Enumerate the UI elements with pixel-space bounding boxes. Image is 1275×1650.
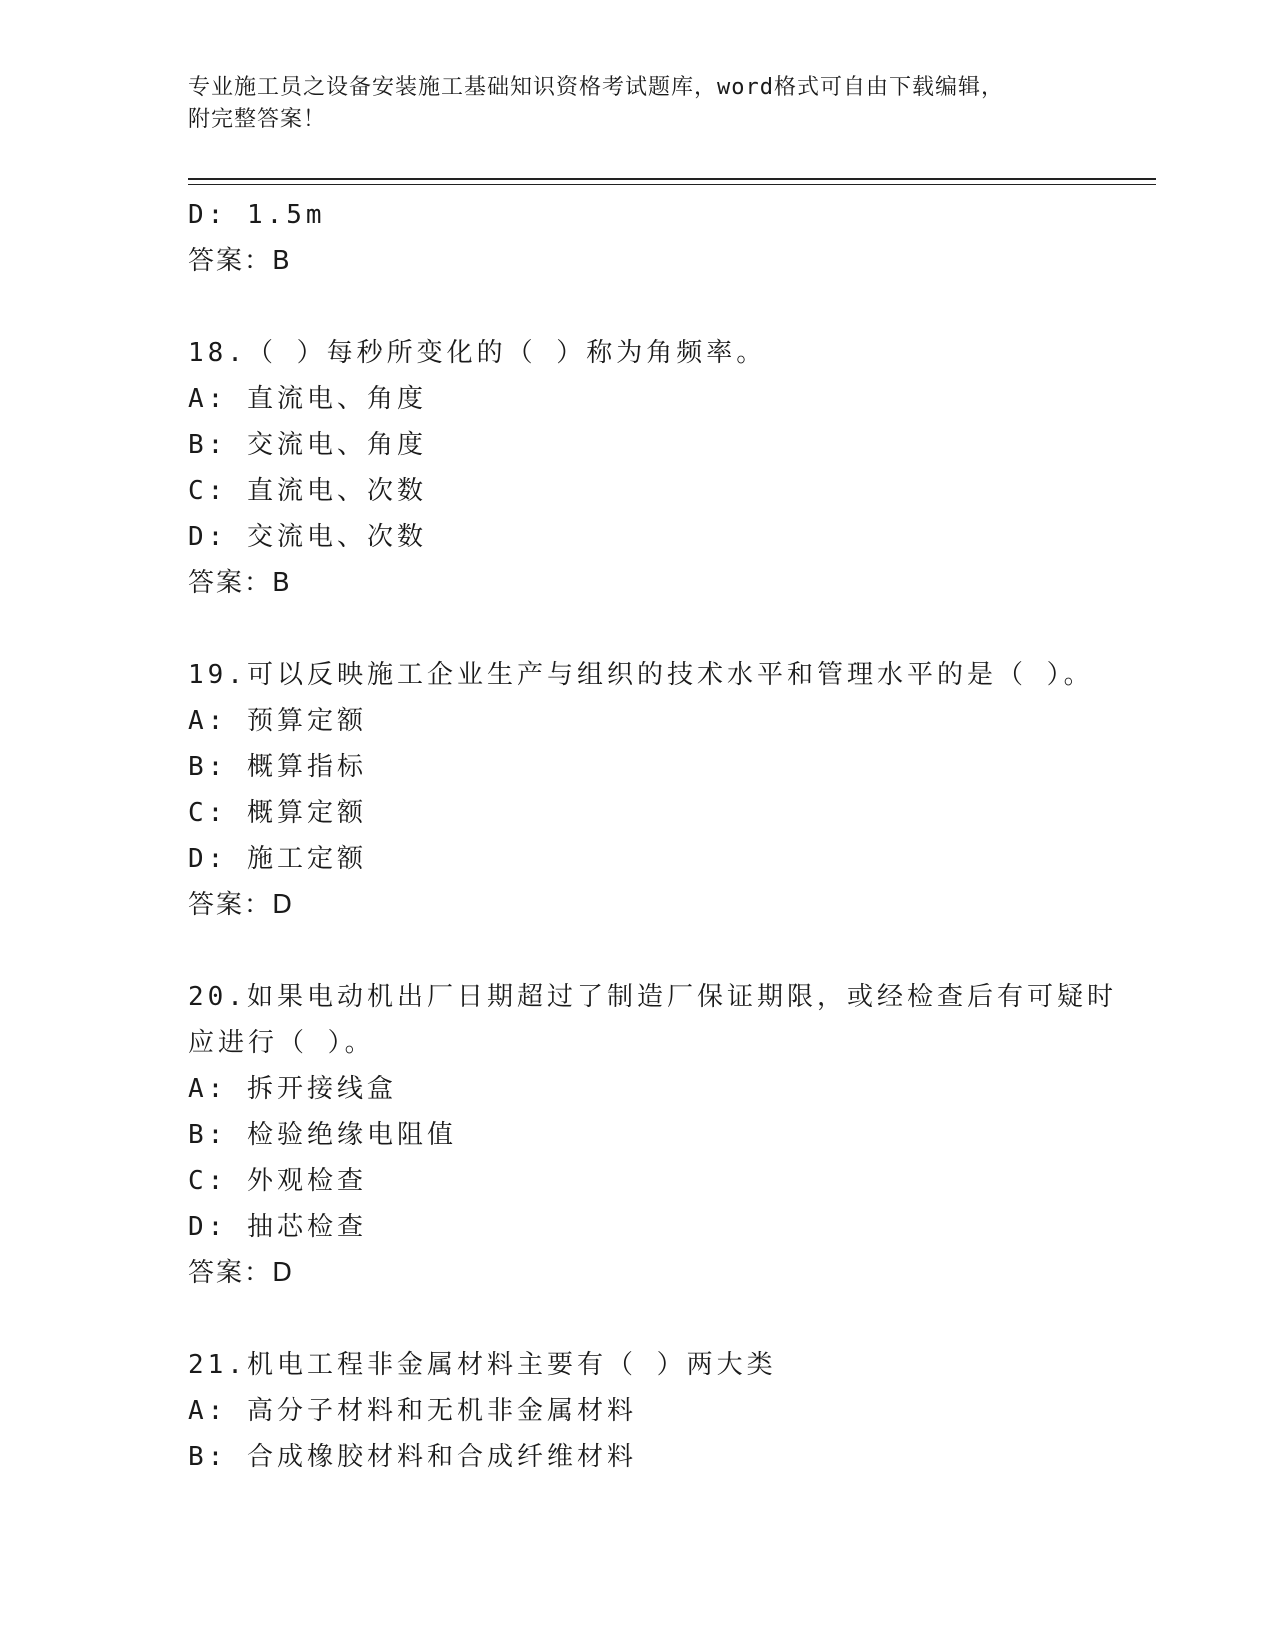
option-a: A: 拆开接线盒 xyxy=(188,1074,397,1104)
question-block-19 xyxy=(188,652,1156,928)
question-content xyxy=(188,192,1156,1480)
answer-line: 答案：B xyxy=(188,568,292,598)
option-b: B: 交流电、角度 xyxy=(188,430,427,460)
question-stem-line-2: 应进行（ ）。 xyxy=(188,1028,375,1058)
option-d: D: 交流电、次数 xyxy=(188,522,427,552)
option-a: A: 直流电、角度 xyxy=(188,384,427,414)
spacer xyxy=(188,284,1156,330)
question-stem-line-1: 20.如果电动机出厂日期超过了制造厂保证期限，或经检查后有可疑时 xyxy=(188,982,1117,1012)
option-b: B: 概算指标 xyxy=(188,752,367,782)
question-block-18 xyxy=(188,330,1156,606)
question-stem: 21.机电工程非金属材料主要有（ ）两大类 xyxy=(188,1350,777,1380)
spacer xyxy=(188,928,1156,974)
spacer xyxy=(188,606,1156,652)
answer-line: 答案：B xyxy=(188,246,292,276)
header-line-2: 附完整答案！ xyxy=(188,107,327,132)
document-header xyxy=(188,72,1088,136)
option-d: D: 1.5m xyxy=(188,200,326,230)
question-block-20 xyxy=(188,974,1156,1296)
option-c: C: 概算定额 xyxy=(188,798,367,828)
question-block-17 xyxy=(188,192,1156,284)
question-stem: 19.可以反映施工企业生产与组织的技术水平和管理水平的是（ ）。 xyxy=(188,660,1094,690)
answer-line: 答案：D xyxy=(188,1258,295,1288)
spacer xyxy=(188,1296,1156,1342)
question-stem: 18.（ ）每秒所变化的（ ）称为角频率。 xyxy=(188,338,767,368)
option-c: C: 直流电、次数 xyxy=(188,476,427,506)
option-b: B: 检验绝缘电阻值 xyxy=(188,1120,457,1150)
option-d: D: 施工定额 xyxy=(188,844,367,874)
option-d: D: 抽芯检查 xyxy=(188,1212,367,1242)
header-divider-thin xyxy=(188,184,1156,185)
option-b: B: 合成橡胶材料和合成纤维材料 xyxy=(188,1442,637,1472)
answer-line: 答案：D xyxy=(188,890,295,920)
header-line-1: 专业施工员之设备安装施工基础知识资格考试题库，word格式可自由下载编辑， xyxy=(188,75,1004,100)
header-divider-thick xyxy=(188,178,1156,180)
option-c: C: 外观检查 xyxy=(188,1166,367,1196)
question-block-21 xyxy=(188,1342,1156,1480)
option-a: A: 预算定额 xyxy=(188,706,367,736)
option-a: A: 高分子材料和无机非金属材料 xyxy=(188,1396,637,1426)
